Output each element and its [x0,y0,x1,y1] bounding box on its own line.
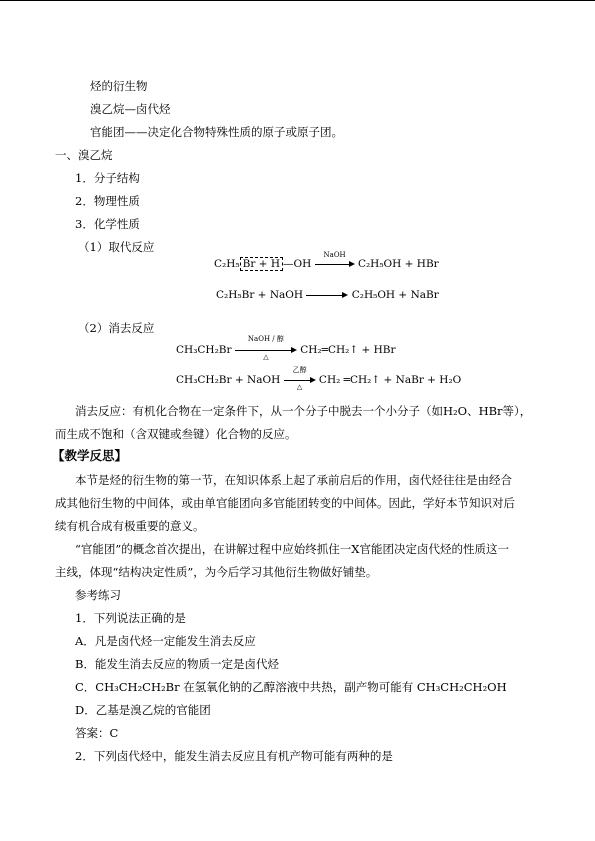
practice-heading: 参考练习 [75,588,121,602]
reaction-arrow [306,288,348,302]
item-molecular-structure: 1．分子结构 [75,171,140,185]
reaction-arrow [284,366,316,391]
reaction-elimination-2 [176,366,462,391]
reaction-arrow [315,251,355,271]
condition-label: NaOH [323,251,346,259]
reactant: CH₃CH₂Br [176,344,232,356]
sub-elimination-reaction: （2）消去反应 [78,321,155,335]
section-subtitle: 溴乙烷—卤代烃 [90,102,171,116]
reactant: C₂H₅Br + NaOH [216,289,304,301]
question-1-option-c: C．CH₃CH₂CH₂Br 在氢氧化钠的乙醇溶液中共热，副产物可能有 CH₃CH₂CH₂OH [75,680,507,694]
reactant-oh: —OH [282,258,312,270]
reactant: CH₃CH₂Br + NaOH [176,374,281,386]
reactant: C₂H₅ [214,258,240,270]
item-chemical-properties: 3．化学性质 [75,217,140,231]
heading-bromoethane: 一、溴乙烷 [55,148,113,162]
reflection-paragraph1-line2: 成其他衍生物的中间体，或由单官能团向多官能团转变的中间体。因此，学好本节知识对后 [55,496,515,510]
question-1-option-b: B．能发生消去反应的物质一定是卤代烃 [75,657,279,671]
product: CH₂ ═CH₂↑ + NaBr + H₂O [318,374,462,386]
product: C₂H₅OH + HBr [357,258,439,270]
question-1-option-d: D．乙基是溴乙烷的官能团 [75,703,211,717]
item-physical-properties: 2．物理性质 [75,194,140,208]
question-1-answer: 答案：C [75,726,119,740]
condition-bottom: △ [296,383,303,391]
dashed-box: Br + H [240,257,283,271]
reflection-paragraph2-line1: “官能团”的概念首次提出，在讲解过程中应始终抓住一X官能团决定卤代烃的性质这一 [75,542,509,556]
condition-top: 乙醇 [292,366,307,374]
reflection-paragraph2-line2: 主线，体现“结构决定性质”，为今后学习其他衍生物做好铺垫。 [55,565,378,579]
functional-group-definition: 官能团——决定化合物特殊性质的原子或原子团。 [90,125,343,139]
question-1-option-a: A．凡是卤代烃一定能发生消去反应 [75,634,256,648]
question-1: 1．下列说法正确的是 [75,611,186,625]
reaction-substitution-2 [216,288,439,302]
condition-top: NaOH / 醇 [247,335,284,343]
section-title: 烃的衍生物 [90,79,148,93]
reflection-paragraph1-line1: 本节是烃的衍生物的第一节，在知识体系上起了承前启后的作用，卤代烃往往是由经合 [75,473,512,487]
reaction-arrow [235,335,297,361]
reaction-substitution-1 [214,251,439,271]
page-top-border [0,0,595,1]
question-2: 2．下列卤代烃中，能发生消去反应且有机产物可能有两种的是 [75,749,393,763]
elimination-definition-line2: 而生成不饱和（含双键或叁键）化合物的反应。 [55,427,297,441]
teaching-reflection-heading: 【教学反思】 [52,448,128,463]
reflection-paragraph1-line3: 续有机合成有极重要的意义。 [55,519,205,533]
sub-substitution-reaction: （1）取代反应 [78,240,155,254]
condition-bottom: △ [263,353,269,361]
product: CH₂═CH₂↑ + HBr [300,344,396,356]
elimination-definition-line1: 消去反应：有机化合物在一定条件下，从一个分子中脱去一个小分子（如H₂O、HBr等）， [75,404,532,418]
product: C₂H₅OH + NaBr [351,289,439,301]
reaction-elimination-1 [176,335,396,361]
